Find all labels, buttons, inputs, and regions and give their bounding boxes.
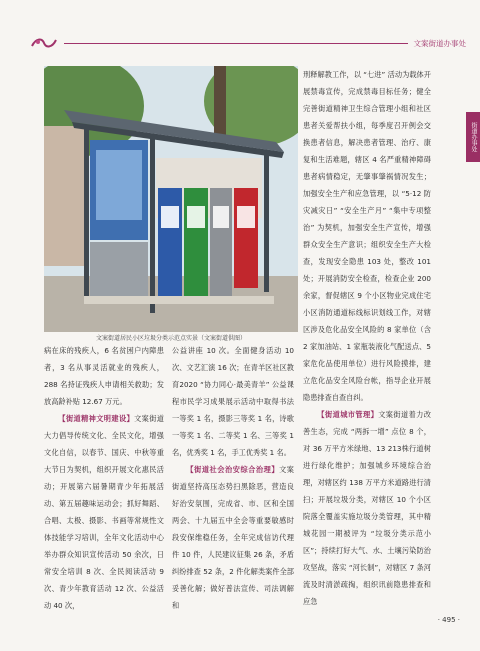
header-rule	[64, 43, 408, 44]
header-title: 文案街道办事处	[413, 38, 466, 48]
paragraph: 公益讲座 10 次。全面健身活动 10 次、文艺汇演 16 次；在青羊区社区教育2020 “协力同心·最美青羊” 公益课程市民学习成果展示活动中取得书法一等奖 1 名，摄影三等奖 1 名，诗歌一等奖 1 名、二等奖 1 名、三等奖 1 名，优秀奖 1 名，手工优秀奖 1 名。	[172, 346, 294, 457]
paragraph-text: 文案街道着力改善生态，完成 “两拆一增” 点位 8 个，对 36 万平方米绿地、13 213株行道树进行绿化维护；加强城乡环境综合治理，对辖区约 138 万平方米道路进行清扫；开展垃圾分类，对辖区 10 个小区院落全覆盖实施垃圾分类管理，其中精城花园一期被评为 “垃圾分类示范小区”；持续打好大气、水、土壤污染防治攻坚战，落实 “河长制”，对辖区 7 条河流及时清淤疏掏，组织讯前隐患排查和应急	[303, 410, 431, 606]
section-title: 【街道精神文明建设】	[58, 414, 135, 423]
column-1	[44, 342, 164, 614]
paragraph-text: 文案街道大力倡导传统文化、全民文化，增强文化自信，以春节、国庆、中秋等重大节日为契机，组织开展文化惠民活动；开展第六届暑期青少年拓展活动、第五届趣味运动会；抓好舞蹈、合唱、太极、摄影、书画等常规性文体技能学习培训，全年文化活动中心举办群众知识宣传活动 50 余次，日常安全培训 8 次、全民阅读活动 9 次、青少年教育活动 12 次、公益活动 40 次，	[44, 414, 164, 610]
paragraph: 病在床的残疾人，6 名贫困户内障患者，3 名从事灵活就业的残疾人，288 名持证残疾人申请相关救助；发放高龄补贴 12.67 万元。	[44, 346, 164, 406]
section-paragraph	[303, 406, 431, 610]
paragraph-text: 文案街道坚持高压态势扫黑除恶，营造良好治安氛围，完成省、市、区和全国两会、十九届五中全会等重要敏感时段安保维稳任务，全年完成信访代理件 10 件，人民建议征集 26 条，矛盾纠纷排查 52 条，2 件化解类案件全部妥善化解；做好普法宣传、司法调解和	[172, 465, 294, 610]
side-tab: 街道办事处	[466, 112, 480, 162]
logo-icon	[30, 36, 58, 50]
column-2	[172, 342, 294, 614]
page-number: · 495 ·	[437, 616, 460, 624]
running-header	[30, 34, 466, 52]
section-title: 【街道城市管理】	[317, 410, 379, 419]
section-paragraph	[44, 410, 164, 614]
section-paragraph	[172, 461, 294, 614]
photo-garbage-station	[44, 66, 298, 332]
column-3	[303, 66, 431, 610]
photo-illustration	[44, 66, 298, 332]
paragraph: 刑释解教工作，以 “七进” 活动为载体开展禁毒宣传，完成禁毒目标任务；健全完善街道精神卫生综合管理小组和社区患者关爱帮扶小组，每季度召开例会交换患者信息，解决患者管理、治疗、康复和生活难题，辖区 4 名严重精神障碍患者病情稳定，无肇事肇祸情况发生；加强安全生产和应急管理，以 “5·12 防灾减灾日” “安全生产月” “集中专项整治” 为契机，加强安全生产宣传，增强群众安全生产意识；组织安全生产大检查，发现安全隐患 103 处，整改 101 处；开展消防安全检查，检查企业 200 余家，督促辖区 9 个小区物业完成住宅小区消防通道标线标识划线工作，对辖区涉及危化品安全风险的 8 家单位（含 2 家加油站、1 家瓶装液化气配送点、5 家危化品使用单位）进行风险摸排，建立危化品安全风险台帐，指导企业开展隐患排查自查自纠。	[303, 70, 431, 402]
section-title: 【街道社会治安综合治理】	[186, 465, 280, 474]
photo-caption: 文案街道居民小区垃圾分类示范点实景（文案街道供图）	[95, 335, 246, 342]
